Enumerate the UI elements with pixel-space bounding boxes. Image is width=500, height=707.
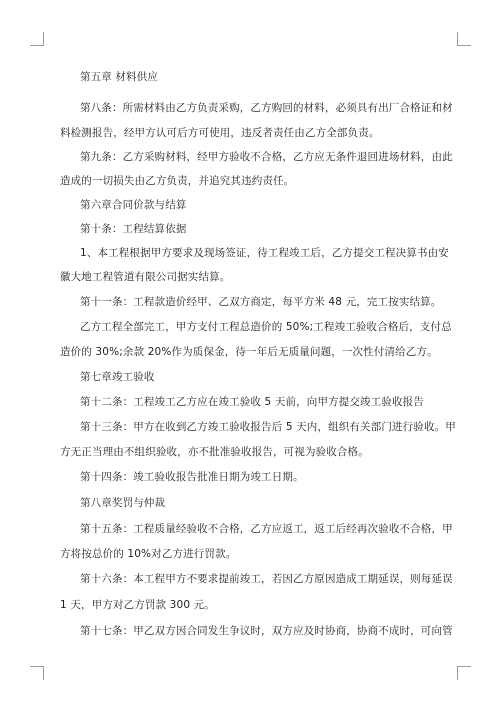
article-17-line-1: 第十七条：甲乙双方因合同发生争议时，双方应及时协商，协商不成时，可向管 bbox=[80, 625, 453, 637]
crop-mark-top-right bbox=[457, 32, 471, 46]
article-8-line-1: 第八条：所需材料由乙方负责采购，乙方购回的材料，必须具有出厂合格证和材 bbox=[80, 102, 453, 114]
article-13-line-1: 第十三条：甲方在收到乙方竣工验收报告后 5 天内，组织有关部门进行验收。甲 bbox=[80, 421, 456, 433]
article-16-line-1: 第十六条：本工程甲方不要求提前竣工，若因乙方原因造成工期延误，则每延误 bbox=[80, 573, 453, 585]
article-9-line-1: 第九条：乙方采购材料，经甲方验收不合格，乙方应无条件退回进场材料，由此 bbox=[80, 151, 453, 163]
article-8-line-2: 料检测报告，经甲方认可后方可使用，违反者责任由乙方全部负责。 bbox=[60, 127, 380, 139]
article-14-line-1: 第十四条：竣工验收报告批准日期为竣工日期。 bbox=[80, 471, 304, 483]
chapter-7-heading: 第七章竣工验收 bbox=[80, 371, 155, 383]
article-16-line-2: 1 天，甲方对乙方罚款 300 元。 bbox=[60, 599, 215, 611]
payment-line-1: 乙方工程全部完工，甲方支付工程总造价的 50%;工程竣工验收合格后，支付总 bbox=[80, 321, 452, 333]
chapter-8-heading: 第八章奖罚与仲裁 bbox=[80, 497, 166, 509]
article-15-line-2: 方将按总价的 10%对乙方进行罚款。 bbox=[60, 548, 237, 560]
crop-mark-bottom-left bbox=[30, 666, 44, 680]
article-13-line-2: 方无正当理由不组织验收，亦不批准验收报告，可视为验收合格。 bbox=[60, 446, 369, 458]
chapter-6-heading: 第六章合同价款与结算 bbox=[80, 199, 187, 211]
chapter-5-heading: 第五章 材料供应 bbox=[80, 71, 159, 83]
crop-mark-bottom-right bbox=[457, 666, 471, 680]
article-11-line-1: 第十一条：工程款造价经甲、乙双方商定，每平方米 48 元，完工按实结算。 bbox=[80, 296, 442, 308]
article-10-title: 第十条：工程结算依据 bbox=[80, 223, 187, 235]
article-12-line-1: 第十二条：工程竣工乙方应在竣工验收 5 天前，向甲方提交竣工验收报告 bbox=[80, 396, 424, 408]
article-10-line-2: 徽大地工程管道有限公司据实结算。 bbox=[60, 271, 231, 283]
article-9-line-2: 造成的一切损失由乙方负责，并追究其违约责任。 bbox=[60, 175, 295, 187]
article-10-line-1: 1、本工程根据甲方要求及现场签证，待工程竣工后，乙方提交工程决算书由安 bbox=[80, 247, 449, 259]
article-15-line-1: 第十五条：工程质量经验收不合格，乙方应返工，返工后经再次验收不合格，甲 bbox=[80, 523, 453, 535]
crop-mark-top-left bbox=[30, 32, 44, 46]
payment-line-2: 造价的 30%;余款 20%作为质保金，待一年后无质量问题，一次性付清给乙方。 bbox=[60, 346, 438, 358]
